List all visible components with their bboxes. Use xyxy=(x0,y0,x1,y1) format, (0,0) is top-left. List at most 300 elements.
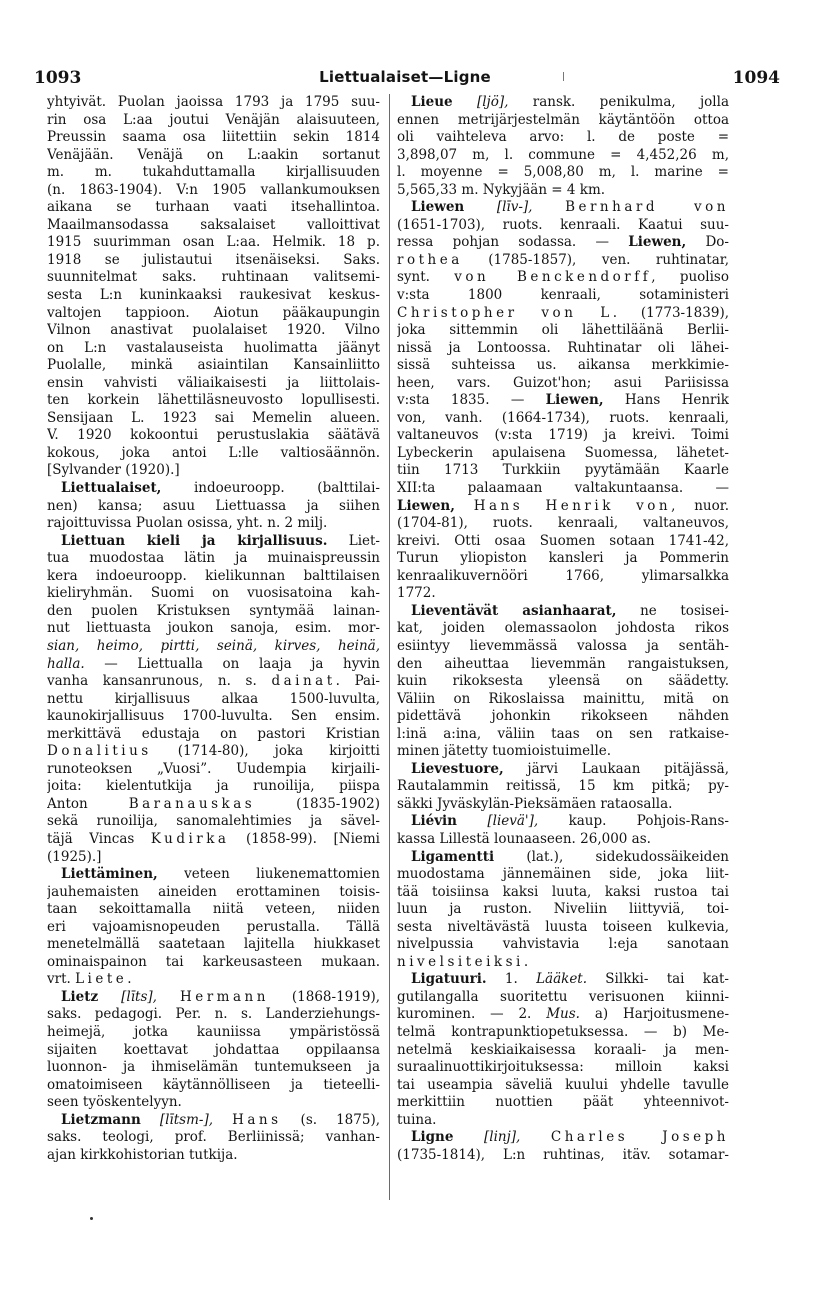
line-text: synt. xyxy=(397,269,455,286)
text-line xyxy=(397,533,729,551)
text-line xyxy=(397,392,729,410)
line-text: menetelmällä saatetaan lajitella hiukkaset xyxy=(47,936,380,953)
line-text: Rautalammin reitissä, 15 km pitkä; py- xyxy=(397,778,729,795)
line-text: seen työskentelyyn. xyxy=(47,1094,182,1111)
line-text: nivelpussia vahvistavia l:eja sanotaan xyxy=(397,936,729,953)
text-line xyxy=(397,603,729,621)
text-line xyxy=(47,392,380,410)
line-text: l:inä a:ina, väliin taas on sen ratkaise- xyxy=(397,725,729,742)
line-text: , nuor. xyxy=(671,497,729,514)
line-text: — Liettualla on laaja ja hyvin xyxy=(84,655,380,672)
text-line xyxy=(397,620,729,638)
text-line xyxy=(397,269,729,287)
entry-headword: Ligatuuri. xyxy=(411,971,487,988)
line-text: , puoliso xyxy=(651,269,729,286)
line-text: oli vaihteleva arvo: l. de poste = xyxy=(397,129,729,146)
text-line xyxy=(47,234,380,252)
line-text xyxy=(213,1112,232,1128)
line-text: v:sta 1835. — xyxy=(397,392,546,409)
text-line xyxy=(47,445,380,463)
line-text: kaup. Pohjois-Rans- xyxy=(538,813,729,830)
text-line xyxy=(397,252,729,270)
text-line xyxy=(397,989,729,1007)
text-line xyxy=(397,1077,729,1095)
text-line xyxy=(397,462,729,480)
text-line xyxy=(397,936,729,954)
line-text: suraalinuottikirjoituksessa: milloin kaksi xyxy=(397,1059,729,1076)
text-line xyxy=(47,252,380,270)
line-text: Väliin on Rikoslaissa mainittu, mitä on xyxy=(397,690,729,707)
text-line xyxy=(47,585,380,603)
line-text: (lat.), sidekudossäikeiden xyxy=(494,848,729,865)
text-line xyxy=(47,884,380,902)
page-header xyxy=(30,68,780,88)
text-line xyxy=(47,1077,380,1095)
line-text: vrt. xyxy=(47,971,76,988)
text-line xyxy=(397,322,729,340)
text-line xyxy=(397,1112,729,1130)
text-line xyxy=(397,182,729,200)
stray-dot xyxy=(90,1217,93,1220)
line-text: 1915 suurimman osan L:aa. Helmik. 18 p. xyxy=(47,234,380,251)
line-text: ne tosisei- xyxy=(616,602,729,619)
line-text: (1714-80), joka kirjoitti xyxy=(151,743,380,760)
text-line xyxy=(47,656,380,674)
italic-text: Lääket. xyxy=(536,971,588,988)
spaced-name: Donalitius xyxy=(47,743,152,760)
line-text: merkittävä edustaja on pastori Kristian xyxy=(47,725,380,742)
text-line xyxy=(47,971,380,989)
line-text: (1925).] xyxy=(47,848,102,865)
text-line xyxy=(47,164,380,182)
line-text: luonnon- ja ihmiselämän tuntemukseen ja xyxy=(47,1059,380,1076)
line-text: kassa Lillestä lounaaseen. 26,000 as. xyxy=(397,830,651,847)
text-line xyxy=(397,884,729,902)
spaced-name: Charles Joseph xyxy=(550,1129,729,1146)
text-line xyxy=(397,919,729,937)
line-text: (1704-81), ruots. kenraali, valtaneuvos, xyxy=(397,515,729,532)
line-text: . xyxy=(523,953,529,970)
line-text: . Pai- xyxy=(335,673,380,690)
line-text: nissä ja Lontoossa. Ruhtinatar oli lähei- xyxy=(397,339,729,356)
line-text: valtaneuvos (v:sta 1719) ja kreivi. Toimi xyxy=(397,427,729,444)
line-text: Puolalle, minkä asiaintilan Kansainliitto xyxy=(47,357,380,374)
line-text: (s. 1875), xyxy=(281,1111,380,1128)
text-line xyxy=(47,691,380,709)
line-text: V. 1920 kokoontui perustuslakia säätävä xyxy=(47,427,380,444)
entry-headword: Lievestuore, xyxy=(411,760,504,777)
line-text: ensin vahvisti väliaikaisesti ja liittolais- xyxy=(47,374,380,391)
text-line xyxy=(397,691,729,709)
line-text: ten korkein lähettiläsneuvosto lopullisesti. xyxy=(47,392,380,409)
text-line xyxy=(47,217,380,235)
line-text: m. m. tukahduttamalla kirjallisuuden xyxy=(47,164,380,181)
spaced-name: Hans Henrik von xyxy=(473,497,672,514)
italic-text: [lītsm-], xyxy=(140,1111,214,1128)
spaced-name: rothea xyxy=(397,251,463,268)
text-line xyxy=(47,1129,380,1147)
text-line xyxy=(47,901,380,919)
entry-headword: Liewen, xyxy=(628,234,687,251)
spaced-name: Liete xyxy=(75,971,128,988)
text-line xyxy=(397,199,729,217)
line-text: von, vanh. (1664-1734), ruots. kenraali, xyxy=(397,409,729,426)
text-line xyxy=(397,866,729,884)
text-line xyxy=(397,1024,729,1042)
text-line xyxy=(397,445,729,463)
line-text: tai useampia säveliä kuului yhdelle tavulle xyxy=(397,1076,729,1093)
line-text: 1. xyxy=(486,971,537,988)
entry-headword: Lietz xyxy=(61,988,99,1005)
line-text: (1785-1857), ven. ruhtinatar, xyxy=(462,251,729,268)
line-text: kenraalikuvernööri 1766, ylimarsalkka xyxy=(397,567,729,584)
entry-headword: Liewen xyxy=(411,199,465,216)
text-line xyxy=(47,480,380,498)
line-text: ominaispainon tai karkeusasteen mukaan. xyxy=(47,953,380,970)
entry-headword: Liettualaiset, xyxy=(61,480,162,497)
text-line xyxy=(397,638,729,656)
entry-headword: Lietzmann xyxy=(61,1111,141,1128)
text-line xyxy=(397,217,729,235)
text-line xyxy=(397,954,729,972)
text-line xyxy=(397,287,729,305)
spaced-name: Hermann xyxy=(179,988,269,1005)
text-line xyxy=(397,849,729,867)
running-title: Liettualaiset—Ligne xyxy=(319,68,491,86)
text-line xyxy=(47,726,380,744)
entry-headword: Liettäminen, xyxy=(61,866,158,883)
italic-text: [ljö], xyxy=(452,94,509,110)
text-line xyxy=(397,726,729,744)
text-line xyxy=(47,375,380,393)
text-line xyxy=(47,533,380,551)
line-text: järvi Laukaan pitäjässä, xyxy=(503,760,729,777)
text-line xyxy=(397,94,729,112)
line-text: aikana se turhaan vaati itsehallintoa. xyxy=(47,199,380,216)
text-line xyxy=(397,568,729,586)
italic-text: [linj], xyxy=(453,1129,521,1146)
line-text: (1868-1919), xyxy=(268,988,380,1005)
text-line xyxy=(397,743,729,761)
line-text: kreivi. Otti osaa Suomen sotaan 1741-42, xyxy=(397,532,729,549)
entry-headword: Liewen, xyxy=(397,497,455,514)
line-text: 1772. xyxy=(397,585,436,602)
line-text: sesta L:n kuninkaaksi raukesivat keskus- xyxy=(47,287,380,304)
text-line xyxy=(47,340,380,358)
text-line xyxy=(397,129,729,147)
text-line xyxy=(47,147,380,165)
text-line xyxy=(397,1147,729,1165)
text-line xyxy=(397,234,729,252)
line-text: a) Harjoitusmene- xyxy=(579,1006,729,1023)
line-text: sesta niveltävästä luusta toiseen kulkevia, xyxy=(397,918,729,935)
line-text: XII:ta palaamaan valtakuntaansa. — xyxy=(397,480,729,497)
entry-headword: Liévin xyxy=(411,813,457,830)
line-text: suunnitelmat saks. ruhtinaan valitsemi- xyxy=(47,269,380,286)
line-text xyxy=(157,989,180,1005)
line-text: tää toisiinsa kaksi luuta, kaksi rustoa tai xyxy=(397,883,729,900)
line-text xyxy=(520,1129,551,1145)
text-line xyxy=(397,831,729,849)
line-text: Preussin saama osa liitettiin sekin 1814 xyxy=(47,129,380,146)
text-line xyxy=(47,287,380,305)
spaced-name: Baranauskas xyxy=(128,795,256,812)
line-text: tiin 1713 Turkkiin pyytämään Kaarle xyxy=(397,462,729,479)
italic-text: Mus. xyxy=(546,1006,580,1023)
print-mark xyxy=(563,72,564,81)
line-text: tua muodostaa lätin ja muinaispreussin xyxy=(47,550,380,567)
text-line xyxy=(397,480,729,498)
line-text: sekä runoilija, sanomalehtimies ja sävel- xyxy=(47,813,380,830)
line-text: ennen metrijärjestelmän käytäntöön ottoa xyxy=(397,111,729,128)
line-text: ajan kirkkohistorian tutkija. xyxy=(47,1146,238,1163)
text-line xyxy=(47,1094,380,1112)
line-text: Anton xyxy=(47,795,129,812)
line-text: netelmä keskiaikaisessa koraali- ja men- xyxy=(397,1041,729,1058)
line-text: pidettävä johonkin rikokseen nähden xyxy=(397,708,729,725)
text-line xyxy=(47,989,380,1007)
entry-headword: Lieue xyxy=(411,94,453,110)
spaced-name: Christopher von L. xyxy=(397,304,621,321)
text-line xyxy=(397,1129,729,1147)
text-line xyxy=(47,866,380,884)
line-text: nettu kirjallisuus alkaa 1500-luvulta, xyxy=(47,690,380,707)
line-text: Vilnon anastivat puolalaiset 1920. Vilno xyxy=(47,322,380,339)
line-text: sissä suhteissa us. aikansa merkkimie- xyxy=(397,357,729,374)
line-text: Sensijaan L. 1923 sai Memelin alueen. xyxy=(47,409,380,426)
text-line xyxy=(397,1059,729,1077)
line-text: Hans Henrik xyxy=(603,392,729,409)
italic-text: [līts], xyxy=(98,988,157,1005)
text-line xyxy=(397,340,729,358)
spaced-name: nivelsiteiksi xyxy=(397,953,524,970)
text-line xyxy=(47,708,380,726)
page-number-right: 1094 xyxy=(732,68,780,88)
line-text: (1835-1902) xyxy=(255,795,380,812)
text-line xyxy=(397,112,729,130)
page-number-left: 1093 xyxy=(34,68,82,88)
text-line xyxy=(47,813,380,831)
column-divider xyxy=(389,94,390,1200)
text-line xyxy=(47,831,380,849)
text-line xyxy=(47,778,380,796)
italic-text: [līv-], xyxy=(464,199,533,216)
line-text: Turun yliopiston kansleri ja Pommerin xyxy=(397,550,729,567)
spaced-name: Hans xyxy=(232,1111,282,1128)
line-text: merkittiin nuottien päät yhteennivot- xyxy=(397,1094,729,1111)
text-line xyxy=(397,1006,729,1024)
right-column xyxy=(397,94,729,1164)
line-text: nut liettuasta joukon sanoja, esim. mor- xyxy=(47,620,380,637)
line-text: (1735-1814), L:n ruhtinas, itäv. sotamar- xyxy=(397,1146,729,1163)
line-text: 1918 se julistautui itsenäiseksi. Saks. xyxy=(47,251,380,268)
text-line xyxy=(47,1112,380,1130)
text-line xyxy=(397,796,729,814)
text-line xyxy=(47,1024,380,1042)
left-column xyxy=(47,94,380,1164)
text-line xyxy=(47,1059,380,1077)
line-text: kieliryhmän. Suomi on vuosisatoina kah- xyxy=(47,585,380,602)
line-text: veteen liukenemattomien xyxy=(157,866,380,883)
text-line xyxy=(47,919,380,937)
text-line xyxy=(47,796,380,814)
line-text: muodostama jännemäinen side, joka liit- xyxy=(397,866,729,883)
italic-text: sian, heimo, pirtti, seinä, kirves, heinä, xyxy=(47,637,380,654)
line-text xyxy=(455,498,474,514)
line-text: den aiheuttaa lievemmän rangaistuksen, xyxy=(397,655,729,672)
line-text: tuina. xyxy=(397,1111,437,1128)
line-text: Liet- xyxy=(327,532,380,549)
line-text: ressa pohjan sodassa. — xyxy=(397,234,629,251)
text-line xyxy=(47,322,380,340)
line-text: saks. pedagogi. Per. n. s. Landerziehungs- xyxy=(47,1006,380,1023)
text-line xyxy=(47,410,380,428)
text-line xyxy=(47,427,380,445)
text-line xyxy=(47,515,380,533)
text-line xyxy=(47,1042,380,1060)
line-text: indoeuroopp. (balttilai- xyxy=(161,480,380,497)
text-line xyxy=(397,550,729,568)
line-text: nen) kansa; asuu Liettuassa ja siihen xyxy=(47,497,380,514)
text-line xyxy=(47,94,380,112)
text-line xyxy=(47,357,380,375)
line-text: kat, joiden olemassaolon johdosta rikos xyxy=(397,620,729,637)
italic-text: halla. xyxy=(47,655,85,672)
text-line xyxy=(47,112,380,130)
line-text: vanha kansanrunous, n. s. xyxy=(47,673,272,690)
line-text: runoteoksen „Vuosi”. Uudempia kirjaili- xyxy=(47,760,380,777)
line-text: . xyxy=(127,971,132,988)
line-text: gutilangalla suoritettu verisuonen kiinni- xyxy=(397,988,729,1005)
text-line xyxy=(397,427,729,445)
text-line xyxy=(397,971,729,989)
text-line xyxy=(397,515,729,533)
text-line xyxy=(397,1042,729,1060)
italic-text: [lievä'], xyxy=(457,813,539,830)
line-text: heen, vars. Guizot'hon; asui Pariisissa xyxy=(397,374,729,391)
line-text: jauhemaisten aineiden erottaminen toisis- xyxy=(47,883,380,900)
spaced-name: dainat xyxy=(271,673,336,690)
line-text: kera indoeuroopp. kielikunnan balttilaisen xyxy=(47,567,380,584)
text-line xyxy=(47,199,380,217)
text-line xyxy=(47,673,380,691)
line-text: joita: kielentutkija ja runoilija, piispa xyxy=(47,778,380,795)
line-text: kurominen. — 2. xyxy=(397,1006,547,1023)
text-line xyxy=(47,638,380,656)
text-line xyxy=(397,164,729,182)
entry-headword: Lieventävät asianhaarat, xyxy=(411,602,617,619)
text-line xyxy=(47,305,380,323)
line-text: rin osa L:aa joutui Venäjän alaisuuteen, xyxy=(47,111,380,128)
line-text: kuin rikoksesta yleensä on säädetty. xyxy=(397,673,729,690)
text-line xyxy=(47,550,380,568)
text-line xyxy=(397,761,729,779)
line-text: den puolen Kristuksen syntymää lainan- xyxy=(47,602,380,619)
line-text: Silkki- tai kat- xyxy=(587,971,729,988)
line-text: Do- xyxy=(686,234,729,251)
text-line xyxy=(397,656,729,674)
text-line xyxy=(47,603,380,621)
line-text: taan sekoittamalla niitä veteen, niiden xyxy=(47,901,380,918)
line-text: (1773-1839), xyxy=(620,304,729,321)
line-text: esiintyy lievemmässä valossa ja sentäh- xyxy=(397,637,729,654)
line-text: sijaiten koettavat johdattaa oppilaansa xyxy=(47,1041,380,1058)
text-line xyxy=(47,269,380,287)
text-line xyxy=(397,375,729,393)
line-text: Lybeckerin apulaisena Suomessa, lähetet- xyxy=(397,444,729,461)
text-line xyxy=(397,901,729,919)
line-text: 3,898,07 m, l. commune = 4,452,26 m, xyxy=(397,146,729,163)
text-line xyxy=(47,954,380,972)
text-line xyxy=(397,498,729,516)
text-line xyxy=(397,1094,729,1112)
line-text: rajoittuvissa Puolan osissa, yht. n. 2 milj. xyxy=(47,515,328,532)
entry-headword: Ligamentti xyxy=(411,848,495,865)
line-text: luun ja ruston. Niveliin liittyviä, toi- xyxy=(397,901,729,918)
line-text: täjä Vincas xyxy=(47,830,151,847)
line-text: säkki Jyväskylän-Pieksämäen rataosalla. xyxy=(397,795,673,812)
line-text: telmä kontrapunktiopetuksessa. — b) Me- xyxy=(397,1023,729,1040)
line-text: omatoimiseen käytännölliseen ja tieteelli- xyxy=(47,1076,380,1093)
entry-headword: Liettuan kieli ja kirjallisuus. xyxy=(61,532,328,549)
line-text xyxy=(532,199,565,215)
spaced-name: Kudirka xyxy=(150,830,230,847)
line-text: kokous, joka antoi L:lle valtiosäännön. xyxy=(47,444,380,461)
text-line xyxy=(47,568,380,586)
text-line xyxy=(397,778,729,796)
text-line xyxy=(397,147,729,165)
line-text: Venäjään. Venäjä on L:aakin sortanut xyxy=(47,146,380,163)
text-line xyxy=(397,673,729,691)
line-text: ransk. penikulma, jolla xyxy=(508,94,729,110)
text-line xyxy=(47,620,380,638)
text-line xyxy=(47,936,380,954)
line-text: minen jätetty tuomioistuimelle. xyxy=(397,743,612,760)
text-line xyxy=(47,849,380,867)
entry-headword: Ligne xyxy=(411,1129,454,1146)
text-line xyxy=(47,743,380,761)
line-text: [Sylvander (1920).] xyxy=(47,462,180,479)
line-text: yhtyivät. Puolan jaoissa 1793 ja 1795 suu- xyxy=(47,94,380,110)
line-text: heimejä, jotka kauniissa ympäristössä xyxy=(47,1023,380,1040)
line-text: (1651-1703), ruots. kenraali. Kaatui suu- xyxy=(397,216,729,233)
line-text: Maailmansodassa saksalaiset valloittivat xyxy=(47,216,380,233)
text-line xyxy=(47,1147,380,1165)
spaced-name: von Benckendorff xyxy=(454,269,652,286)
text-line xyxy=(47,129,380,147)
text-line xyxy=(397,708,729,726)
text-line xyxy=(47,498,380,516)
text-line xyxy=(47,462,380,480)
text-line xyxy=(397,357,729,375)
line-text: eri vajoamisnopeuden perustalla. Tällä xyxy=(47,918,380,935)
entry-headword: Liewen, xyxy=(545,392,604,409)
text-line xyxy=(397,305,729,323)
line-text: 5,565,33 m. Nykyjään = 4 km. xyxy=(397,181,606,198)
line-text: joka sittemmin oli lähettiläänä Berlii- xyxy=(397,322,729,339)
line-text: (n. 1863-1904). V:n 1905 vallankumouksen xyxy=(47,181,380,198)
line-text: l. moyenne = 5,008,80 m, l. marine = xyxy=(397,164,729,181)
line-text: on L:n vastalauseista huolimatta jäänyt xyxy=(47,339,380,356)
line-text: kaunokirjallisuus 1700-luvulta. Sen ensim. xyxy=(47,708,380,725)
text-line xyxy=(397,410,729,428)
line-text: valtojen tappioon. Aiotun pääkaupungin xyxy=(47,304,380,321)
text-line xyxy=(47,761,380,779)
line-text: (1858-99). [Niemi xyxy=(229,830,380,847)
line-text: saks. teologi, prof. Berliinissä; vanhan- xyxy=(47,1129,380,1146)
text-line xyxy=(397,813,729,831)
line-text: v:sta 1800 kenraali, sotaministeri xyxy=(397,287,729,304)
